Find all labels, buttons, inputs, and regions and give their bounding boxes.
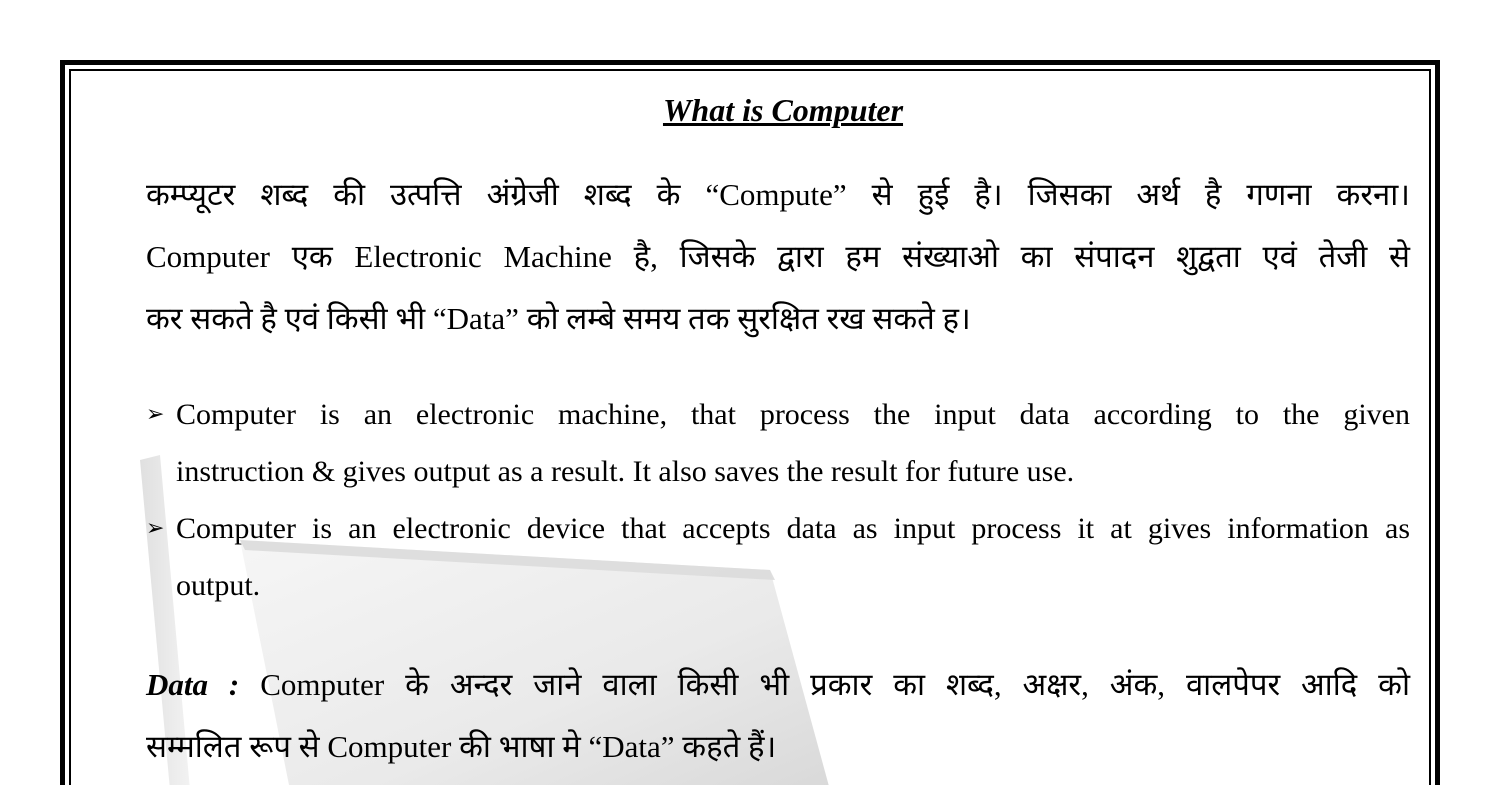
definition-bullet-list (146, 386, 1410, 614)
data-definition-paragraph (146, 654, 1410, 778)
data-definition-line (146, 654, 1410, 716)
hindi-intro-line: कम्प्यूटर शब्द की उत्पत्ति अंग्रेजी शब्द के “Compute” से हुई है। जिसका अर्थ है गणना करना। (146, 177, 1410, 212)
arrow-bullet-icon: ➢ (146, 402, 165, 427)
hindi-intro-paragraph (146, 164, 1410, 350)
hindi-intro-line: कर सकते है एवं किसी भी “Data” को लम्बे समय तक सुरक्षित रख सकते ह। (146, 301, 971, 336)
bullet-line: Computer is an electronic machine, that process the input data according to the given (176, 398, 1410, 431)
bullet-line: Computer is an electronic device that accepts data as input process it at gives information as (176, 512, 1410, 545)
arrow-bullet-icon: ➢ (146, 516, 165, 541)
data-definition-line: सम्मलित रूप से Computer की भाषा मे “Data” कहते हैं। (146, 729, 777, 764)
data-label: Data : (146, 667, 240, 702)
bullet-item (146, 386, 1410, 500)
page-title: What is Computer (662, 92, 904, 128)
bullet-line: output. (176, 569, 261, 602)
bullet-line: instruction & gives output as a result. It also saves the result for future use. (176, 455, 1075, 488)
document-content (146, 88, 1410, 778)
hindi-intro-line: Computer एक Electronic Machine है, जिसके द्वारा हम संख्याओ का संपादन शुद्वता एवं तेजी से (146, 239, 1410, 274)
data-definition-text: Computer के अन्दर जाने वाला किसी भी प्रकार का शब्द, अक्षर, अंक, वालपेपर आदि को (239, 667, 1411, 702)
bullet-item (146, 500, 1410, 614)
